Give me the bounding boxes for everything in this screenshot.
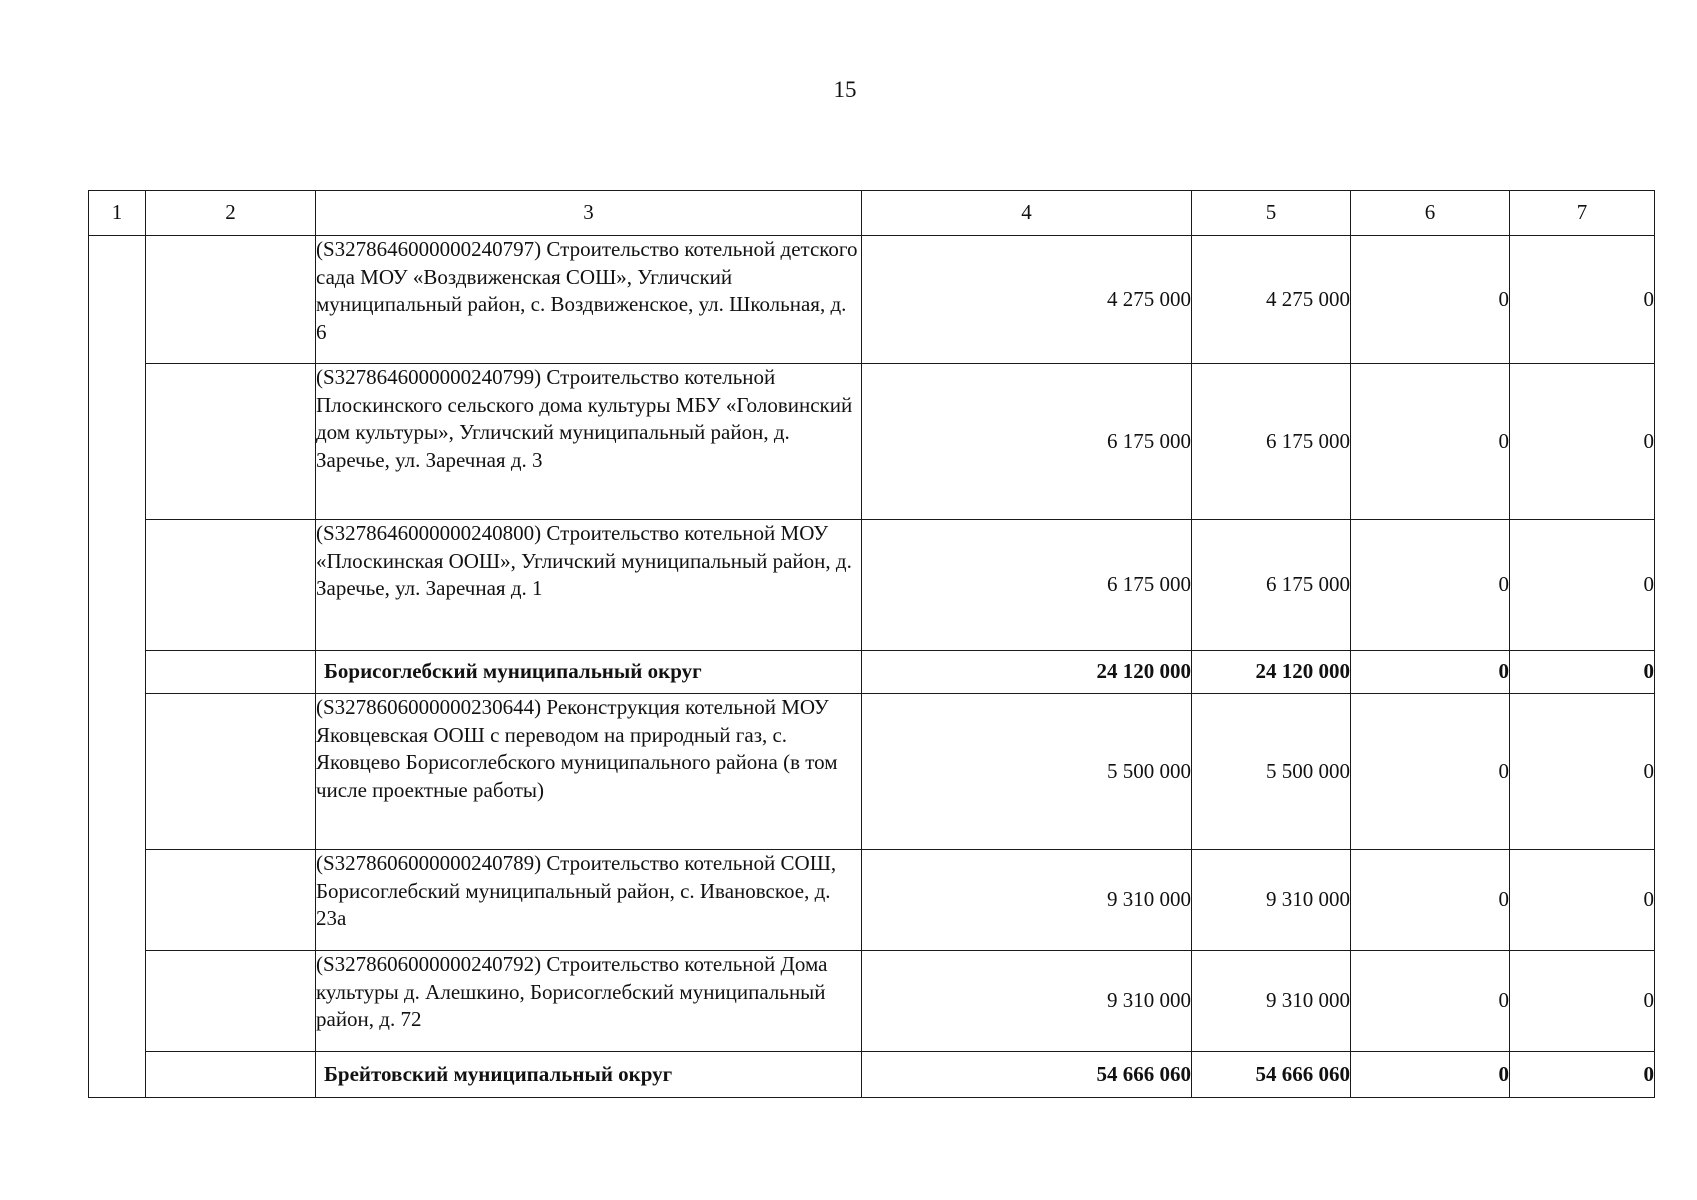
row-description: (S3278606000000230644) Реконструкция котельной МОУ Яковцевская ООШ с переводом на природный газ, с. Яковцево Борисоглебского муниципального района (в том числе проектные работы) [316,694,862,850]
header-col-5: 5 [1192,191,1351,236]
row-col5-value: 6 175 000 [1192,520,1351,651]
row-col4-value: 9 310 000 [862,951,1192,1052]
header-col-4: 4 [862,191,1192,236]
row-col7-value: 0 [1510,694,1655,850]
table-row [89,520,1655,651]
row-col5-value: 9 310 000 [1192,951,1351,1052]
column-2-cell [146,364,316,520]
row-col4-value: 4 275 000 [862,236,1192,364]
row-description: (S3278646000000240800) Строительство котельной МОУ «Плоскинская ООШ», Угличский муниципальный район, д. Заречье, ул. Заречная д. 1 [316,520,862,651]
column-2-cell [146,236,316,364]
row-col6-value: 0 [1351,520,1510,651]
column-2-cell [146,1052,316,1098]
row-col6-value: 0 [1351,951,1510,1052]
column-2-cell [146,694,316,850]
row-col7-value: 0 [1510,364,1655,520]
row-col4-value: 9 310 000 [862,850,1192,951]
column-1-cell [89,236,146,1098]
row-description: (S3278646000000240799) Строительство котельной Плоскинского сельского дома культуры МБУ «Головинский дом культуры», Угличский муниципальный район, д. Заречье, ул. Заречная д. 3 [316,364,862,520]
row-col7-value: 0 [1510,951,1655,1052]
table-row [89,951,1655,1052]
subtotal-row [89,1052,1655,1098]
row-col5-value: 5 500 000 [1192,694,1351,850]
row-col5-value: 9 310 000 [1192,850,1351,951]
row-col6-value: 0 [1351,694,1510,850]
row-col7-value: 0 [1510,236,1655,364]
subtotal-col4-value: 54 666 060 [862,1052,1192,1098]
row-description: (S3278606000000240789) Строительство котельной СОШ, Борисоглебский муниципальный район, с. Ивановское, д. 23а [316,850,862,951]
subtotal-col6-value: 0 [1351,651,1510,694]
row-description: (S3278606000000240792) Строительство котельной Дома культуры д. Алешкино, Борисоглебский муниципальный район, д. 72 [316,951,862,1052]
column-2-cell [146,520,316,651]
header-col-3: 3 [316,191,862,236]
header-col-1: 1 [89,191,146,236]
row-col5-value: 4 275 000 [1192,236,1351,364]
subtotal-col7-value: 0 [1510,651,1655,694]
row-col7-value: 0 [1510,520,1655,651]
column-2-cell [146,850,316,951]
subtotal-district-name: Брейтовский муниципальный округ [316,1052,862,1098]
table-row [89,364,1655,520]
page-number: 15 [833,77,857,102]
table-row [89,850,1655,951]
subtotal-col5-value: 54 666 060 [1192,1052,1351,1098]
row-description: (S3278646000000240797) Строительство котельной детского сада МОУ «Воздвиженская СОШ», Угличский муниципальный район, с. Воздвиженское, ул. Школьная, д. 6 [316,236,862,364]
funding-table [88,190,1655,1098]
row-col6-value: 0 [1351,850,1510,951]
table-row [89,236,1655,364]
subtotal-col4-value: 24 120 000 [862,651,1192,694]
subtotal-col6-value: 0 [1351,1052,1510,1098]
header-col-6: 6 [1351,191,1510,236]
header-row [89,191,1655,236]
subtotal-district-name: Борисоглебский муниципальный округ [316,651,862,694]
subtotal-col5-value: 24 120 000 [1192,651,1351,694]
row-col7-value: 0 [1510,850,1655,951]
row-col6-value: 0 [1351,236,1510,364]
row-col6-value: 0 [1351,364,1510,520]
row-col5-value: 6 175 000 [1192,364,1351,520]
table-row [89,694,1655,850]
row-col4-value: 5 500 000 [862,694,1192,850]
column-2-cell [146,951,316,1052]
row-col4-value: 6 175 000 [862,520,1192,651]
subtotal-col7-value: 0 [1510,1052,1655,1098]
subtotal-row [89,651,1655,694]
header-col-2: 2 [146,191,316,236]
row-col4-value: 6 175 000 [862,364,1192,520]
header-col-7: 7 [1510,191,1655,236]
column-2-cell [146,651,316,694]
